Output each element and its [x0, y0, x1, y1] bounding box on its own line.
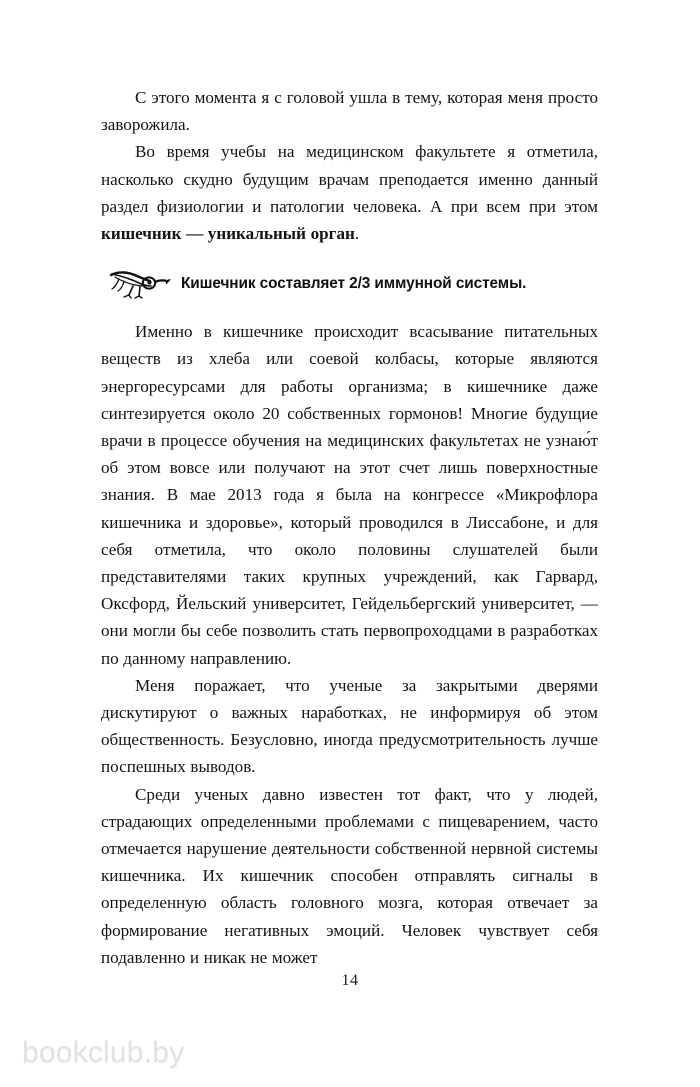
bird-illustration-icon	[109, 262, 171, 302]
watermark: bookclub.by	[22, 1036, 185, 1069]
paragraph-5: Среди ученых давно известен тот факт, что у людей, страдающих определенными проблемами с пищеварением, часто отмечается нарушение деятельности собственной нервной системы кишечника. Их кишечник способен отправлять сигналы в определенную область головного мозга, которая отвечает за формирование негативных эмоций. Человек чувствует себя подавленно и никак не может	[101, 784, 598, 967]
paragraph-2-lead: Во время учебы на медицинском факультете я отметила, насколько скудно будущим врачам преподается именно данный раздел физиологии и патологии человека. А при всем при этом	[101, 142, 598, 216]
paragraph-4: Меня поражает, что ученые за закрытыми дверями дискутируют о важных наработках, не информируя об этом общественность. Безусловно, иногда предусмотрительность лучше поспешных выводов.	[101, 675, 598, 777]
callout-text: Кишечник составляет 2/3 иммунной системы.	[181, 275, 527, 293]
paragraph-3: Именно в кишечнике происходит всасывание питательных веществ из хлеба или соевой колбасы, которые являются энергоресурсами для работы организма; в кишечнике даже синтезируется около 20 собственных гормонов! Многие будущие врачи в процессе обучения на медицинских факультетах не узнаю́т об этом вовсе или получают на этот счет лишь поверхностные знания. В мае 2013 года я была на конгрессе «Микрофлора кишечника и здоровье», который проводился в Лиссабоне, и для себя отметила, что около половины слушателей были представителями таких крупных учреждений, как Гарвард, Оксфорд, Йельский университет, Гейдельбергский университет, — они могли бы себе позволить стать первопроходцами в разработках по данному направлению.	[101, 322, 598, 668]
text-column	[101, 84, 598, 971]
paragraph-2	[101, 138, 598, 247]
paragraph-1: С этого момента я с головой ушла в тему, которая меня просто заворожила.	[101, 88, 598, 135]
paragraph-2-tail: .	[354, 224, 360, 244]
callout-block	[101, 264, 598, 304]
paragraph-2-bold-phrase: кишечник — уникальный орган	[101, 224, 355, 244]
page-number: 14	[341, 972, 359, 989]
